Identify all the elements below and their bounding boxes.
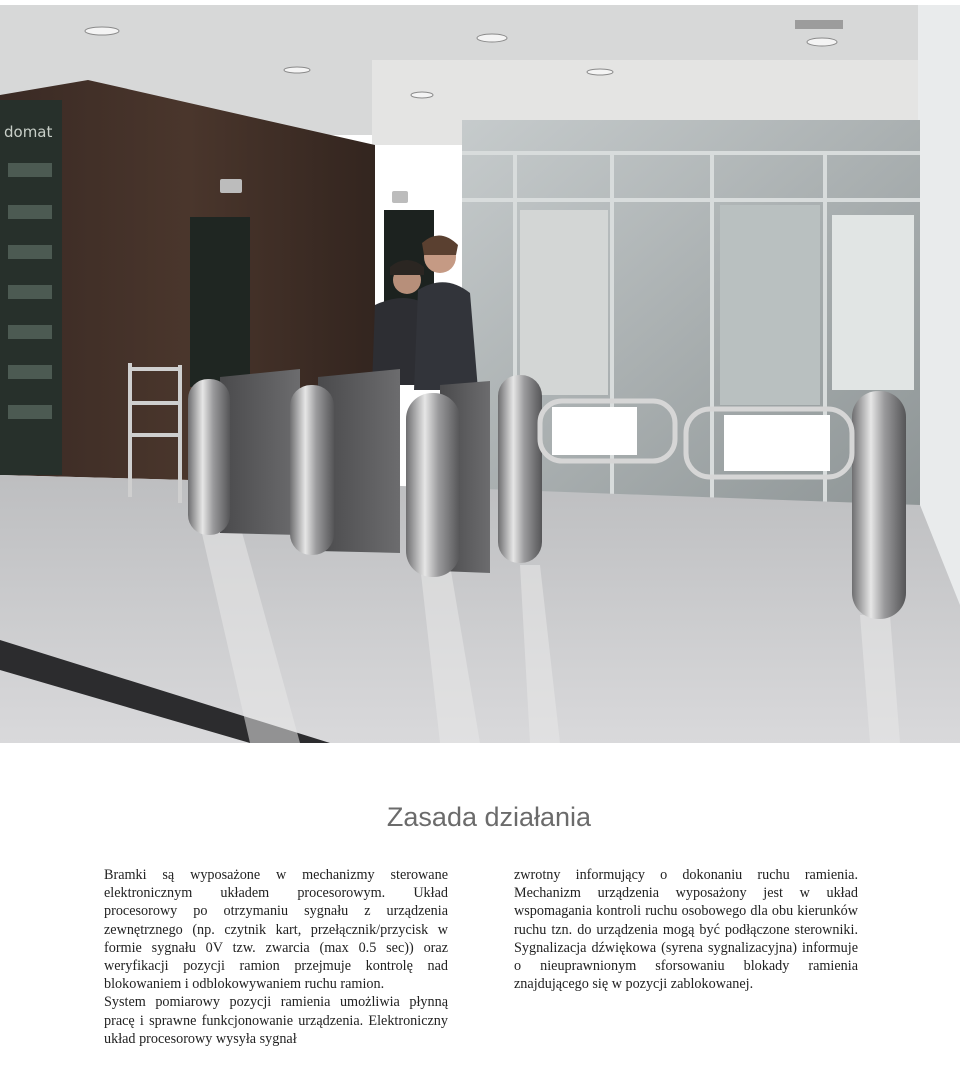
paragraph: System pomiarowy pozycji ramienia umożliwia płynną pracę i sprawne funkcjonowanie urządzenia. Elektroniczny układ procesorowy wysyła sygnał	[104, 994, 448, 1047]
paragraph: Bramki są wyposażone w mechanizmy sterowane elektronicznym układem procesorowym. Układ procesorowy po otrzymaniu sygnału z urządzenia zewnętrznego (np. czytnik kart, przełącznik/przycisk w formie sygnału 0V tzw. zwarcia (max 0.5 sec)) oraz weryfikacji pozycji ramion przejmuje kontrolę nad blokowaniem i odblokowywaniem ruchu ramion.	[104, 867, 448, 993]
paragraph: zwrotny informujący o dokonaniu ruchu ramienia. Mechanizm urządzenia wyposażony jest w układ wspomagania kontroli ruchu osobowego dla obu kierunków ruchu tzn. do urządzenia mogą być podłączone sterowniki. Sygnalizacja dźwiękowa (syrena sygnalizacyjna) informuje o nieuprawnionym sforsowaniu blokady ramienia znajdującego się w pozycji zablokowanej.	[514, 867, 858, 993]
photo-illustration	[0, 5, 960, 743]
text-column-left	[104, 866, 448, 1048]
text-column-right	[514, 866, 858, 993]
section-title: Zasada działania	[386, 802, 592, 832]
wall-sign-text: domat	[4, 123, 53, 141]
lobby-turnstile-photo	[0, 5, 960, 743]
